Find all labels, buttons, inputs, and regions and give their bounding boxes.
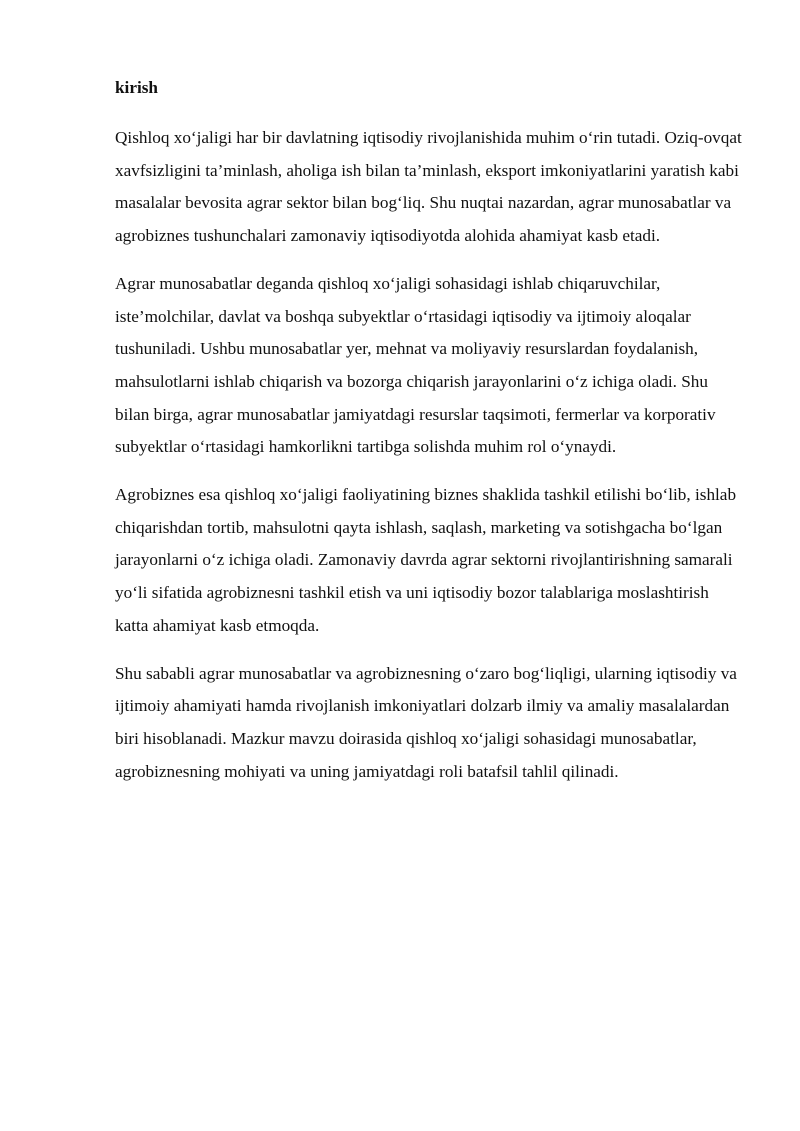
section-heading: kirish <box>115 78 158 97</box>
paragraph-1: Qishloq xo‘jaligi har bir davlatning iqtisodiy rivojlanishida muhim o‘rin tutadi. Oziq-ovqat xavfsizligini ta’minlash, aholiga ish bilan ta’minlash, eksport imkoniyatlarini yaratish kabi masalalar bevosita agrar sektor bilan bog‘liq. Shu nuqtai nazardan, agrar munosabatlar va agrobiznes tushunchalari zamonaviy iqtisodiyotda alohida ahamiyat kasb etadi. <box>115 128 742 246</box>
paragraph-4: Shu sababli agrar munosabatlar va agrobiznesning o‘zaro bog‘liqligi, ularning iqtisodiy va ijtimoiy ahamiyati hamda rivojlanish imkoniyatlari dolzarb ilmiy va amaliy masalalardan biri hisoblanadi. Mazkur mavzu doirasida qishloq xo‘jaligi sohasidagi munosabatlar, agrobiznesning mohiyati va uning jamiyatdagi roli batafsil tahlil qilinadi. <box>115 663 737 781</box>
paragraph-2: Agrar munosabatlar deganda qishloq xo‘jaligi sohasidagi ishlab chiqaruvchilar, iste’molchilar, davlat va boshqa subyektlar o‘rtasidagi iqtisodiy va ijtimoiy aloqalar tushuniladi. Ushbu munosabatlar yer, mehnat va moliyaviy resurslardan foydalanish, mahsulotlarni ishlab chiqarish va bozorga chiqarish jarayonlarini o‘z ichiga oladi. Shu bilan birga, agrar munosabatlar jamiyatdagi resurslar taqsimoti, fermerlar va korporativ subyektlar o‘rtasidagi hamkorlikni tartibga solishda muhim rol o‘ynaydi. <box>115 273 716 457</box>
document-body <box>115 76 745 803</box>
paragraph-3: Agrobiznes esa qishloq xo‘jaligi faoliyatining biznes shaklida tashkil etilishi bo‘lib, ishlab chiqarishdan tortib, mahsulotni qayta ishlash, saqlash, marketing va sotishgacha bo‘lgan jarayonlarni o‘z ichiga oladi. Zamonaviy davrda agrar sektorni rivojlantirishning samarali yo‘li sifatida agrobiznesni tashkil etish va uni iqtisodiy bozor talablariga moslashtirish katta ahamiyat kasb etmoqda. <box>115 485 737 635</box>
